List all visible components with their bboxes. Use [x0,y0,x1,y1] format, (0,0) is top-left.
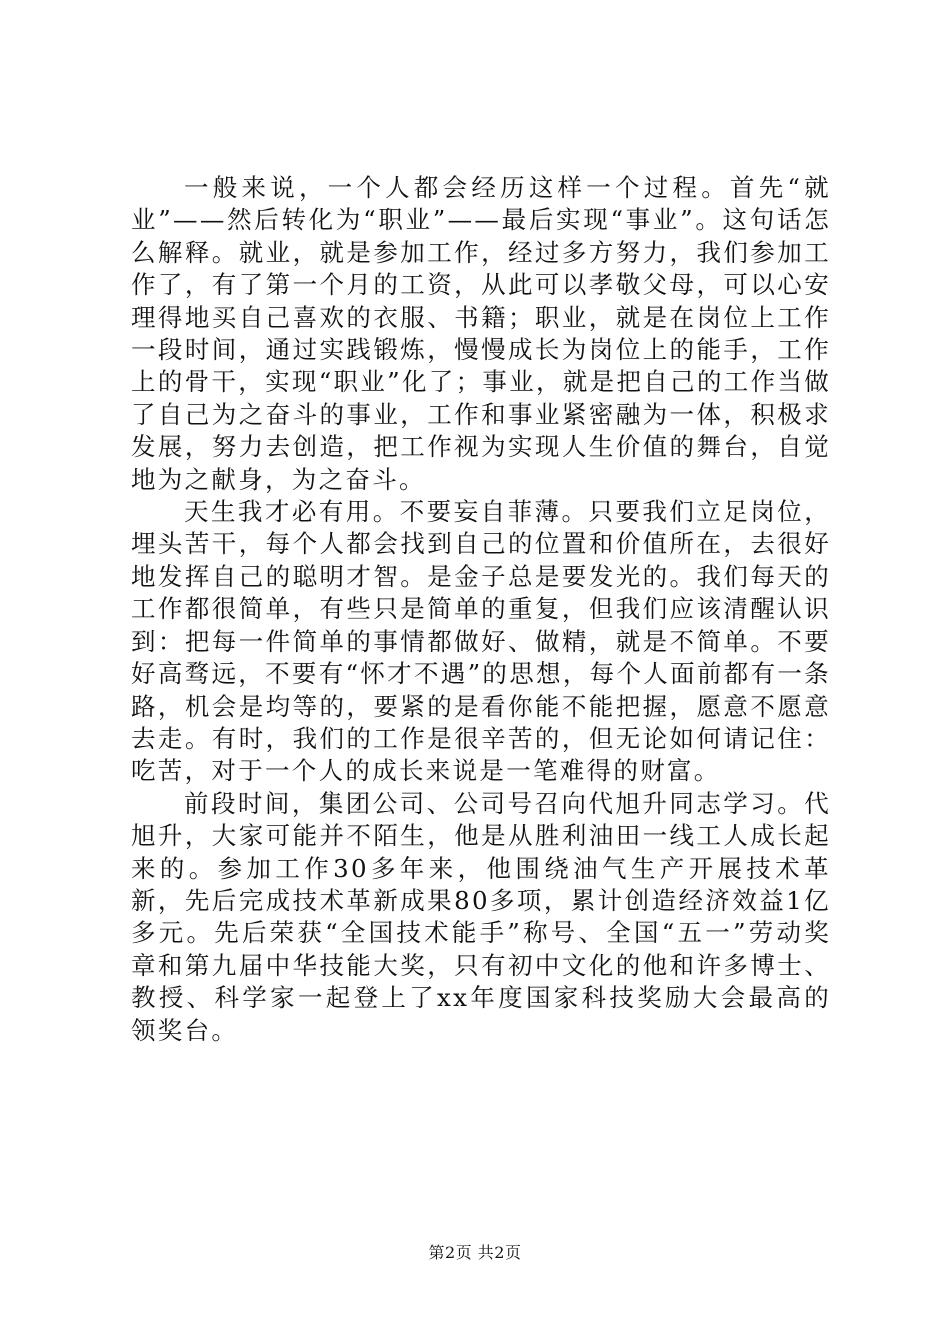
paragraph-role-model: 前段时间，集团公司、公司号召向代旭升同志学习。代旭升，大家可能并不陌生，他是从胜利油田一线工人成长起来的。参加工作30多年来，他围绕油气生产开展技术革新，先后完成技术革新成果80多项，累计创造经济效益1亿多元。先后荣获“全国技术能手”称号、全国“五一”劳动奖章和第九届中华技能大奖，只有初中文化的他和许多博士、教授、科学家一起登上了xx年度国家科技奖励大会最高的领奖台。 [131,788,831,1045]
paragraph-career-stages: 一般来说，一个人都会经历这样一个过程。首先“就业”——然后转化为“职业”——最后实现“事业”。这句话怎么解释。就业，就是参加工作，经过多方努力，我们参加工作了，有了第一个月的工资，从此可以孝敬父母，可以心安理得地买自己喜欢的衣服、书籍；职业，就是在岗位上工作一段时间，通过实践锻炼，慢慢成长为岗位上的能手，工作上的骨干，实现“职业”化了；事业，就是把自己的工作当做了自己为之奋斗的事业，工作和事业紧密融为一体，积极求发展，努力去创造，把工作视为实现人生价值的舞台，自觉地为之献身，为之奋斗。 [131,173,831,494]
body-text [131,172,831,1047]
page-number-footer: 第2页 共2页 [428,1243,522,1262]
paragraph-self-worth: 天生我才必有用。不要妄自菲薄。只要我们立足岗位，埋头苦干，每个人都会找到自己的位置和价值所在，去很好地发挥自己的聪明才智。是金子总是要发光的。我们每天的工作都很简单，有些只是简单的重复，但我们应该清醒认识到：把每一件简单的事情都做好、做精，就是不简单。不要好高骛远，不要有“怀才不遇”的思想，每个人面前都有一条路，机会是均等的，要紧的是看你能不能把握，愿意不愿意去走。有时，我们的工作是很辛苦的，但无论如何请记住：吃苦，对于一个人的成长来说是一笔难得的财富。 [131,497,831,786]
